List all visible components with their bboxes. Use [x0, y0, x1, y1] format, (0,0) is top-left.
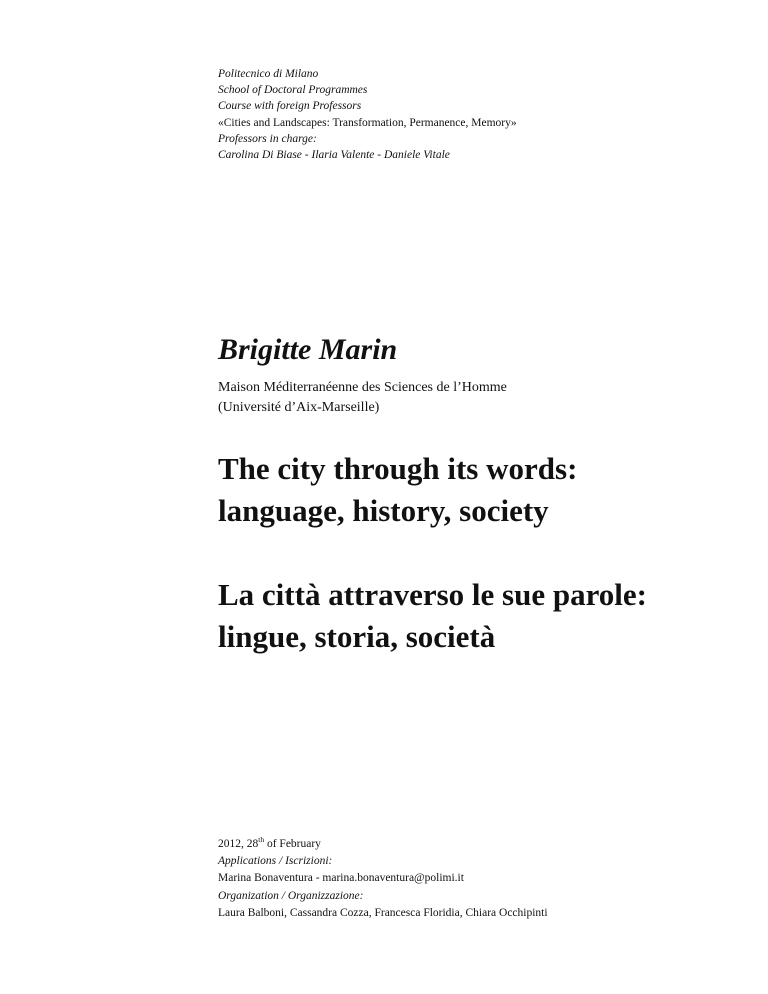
- speaker-block: [218, 332, 507, 418]
- lecture-title-english: [218, 448, 577, 532]
- course-title: «Cities and Landscapes: Transformation, Permanence, Memory»: [218, 116, 517, 129]
- event-details: [218, 836, 548, 922]
- professors-names: Carolina Di Biase - Ilaria Valente - Daniele Vitale: [218, 149, 450, 162]
- school-name: School of Doctoral Programmes: [218, 84, 368, 97]
- speaker-name: Brigitte Marin: [218, 333, 398, 366]
- lecture-title-italian: [218, 574, 647, 658]
- applications-contact: Marina Bonaventura - marina.bonaventura@polimi.it: [218, 872, 464, 885]
- course-header: [218, 66, 517, 163]
- event-date-year: 2012, 28: [218, 838, 259, 850]
- event-date: [218, 836, 548, 853]
- organization-names: Laura Balboni, Cassandra Cozza, Francesca Floridia, Chiara Occhipinti: [218, 906, 548, 919]
- professors-label: Professors in charge:: [218, 132, 317, 145]
- speaker-affiliation-line-2: (Université d’Aix-Marseille): [218, 400, 380, 415]
- speaker-affiliation-line-1: Maison Méditerranéenne des Sciences de l’Homme: [218, 380, 507, 395]
- title-it-line-1: La città attraverso le sue parole:: [218, 577, 648, 612]
- course-type: Course with foreign Professors: [218, 100, 362, 113]
- institution-name: Politecnico di Milano: [218, 68, 319, 80]
- title-it-line-2: lingue, storia, società: [218, 619, 496, 654]
- applications-label: Applications / Iscrizioni:: [218, 855, 333, 868]
- title-en-line-2: language, history, society: [218, 493, 549, 528]
- event-date-month: of February: [264, 838, 321, 850]
- title-en-line-1: The city through its words:: [218, 451, 578, 486]
- organization-label: Organization / Organizzazione:: [218, 889, 364, 902]
- event-date-ordinal: th: [258, 835, 265, 844]
